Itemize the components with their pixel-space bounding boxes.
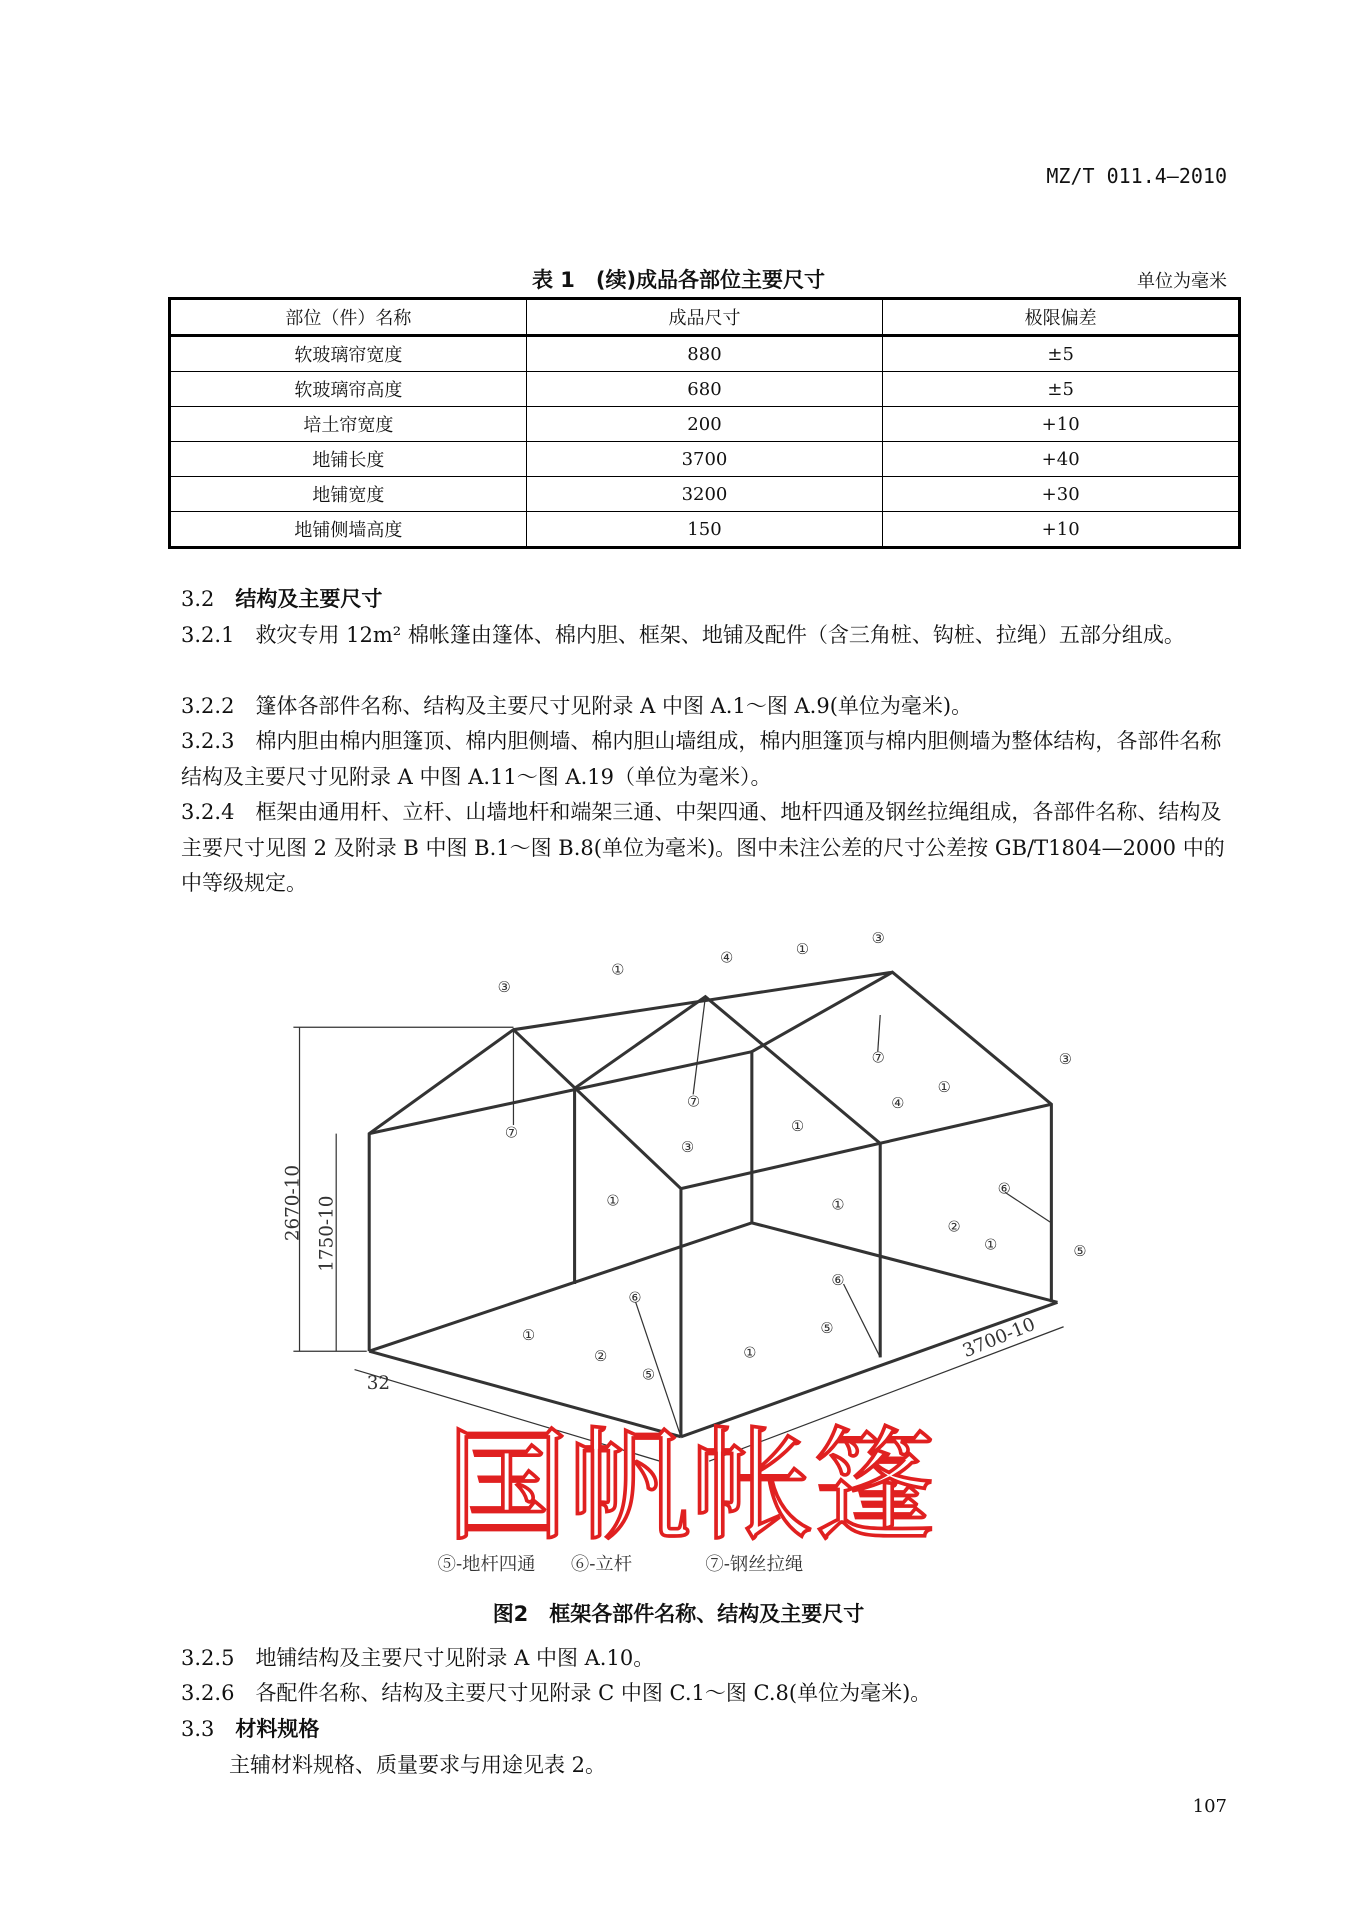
cell: ±5 — [883, 372, 1240, 407]
svg-text:⑤: ⑤ — [641, 1366, 655, 1384]
cell: 880 — [526, 336, 883, 372]
dim-width: 32 — [366, 1373, 391, 1395]
legend-item: ⑦-钢丝拉绳 — [705, 1554, 804, 1576]
svg-text:①: ① — [937, 1079, 951, 1097]
paragraph: 3.2.5 地铺结构及主要尺寸见附录 A 中图 A.10。 — [181, 1646, 655, 1670]
cell: ±5 — [883, 336, 1240, 372]
table-unit: 单位为毫米 — [1137, 271, 1227, 292]
svg-text:①: ① — [606, 1192, 620, 1210]
svg-text:①: ① — [743, 1344, 757, 1362]
cell: 680 — [526, 372, 883, 407]
figure-caption: 图2 框架各部件名称、结构及主要尺寸 — [492, 1602, 865, 1626]
svg-text:②: ② — [594, 1347, 608, 1365]
cell: 150 — [526, 512, 883, 548]
section-heading: 3.3 材料规格 — [181, 1717, 320, 1741]
column-header: 部位（件）名称 — [170, 299, 527, 336]
svg-text:⑤: ⑤ — [820, 1319, 834, 1337]
svg-text:③: ③ — [1058, 1050, 1072, 1068]
column-header: 极限偏差 — [883, 299, 1240, 336]
dim-length: 3700-10 — [959, 1313, 1039, 1362]
svg-text:③: ③ — [497, 978, 511, 996]
svg-text:①: ① — [984, 1236, 998, 1254]
svg-text:④: ④ — [891, 1094, 905, 1112]
column-header: 成品尺寸 — [526, 299, 883, 336]
paragraph: 主辅材料规格、质量要求与用途见表 2。 — [229, 1753, 607, 1777]
svg-text:①: ① — [522, 1327, 536, 1345]
paragraph: 3.2.3 棉内胆由棉内胆篷顶、棉内胆侧墙、棉内胆山墙组成，棉内胆篷顶与棉内胆侧墙为整体结构，各部件名称结构及主要尺寸见附录 A 中图 A.11～图 A.19（单位为毫米）。 — [181, 729, 1222, 789]
dim-wall-height: 1750-10 — [316, 1195, 338, 1272]
paragraph: 3.2.6 各配件名称、结构及主要尺寸见附录 C 中图 C.1～图 C.8(单位为毫米)。 — [181, 1681, 932, 1705]
svg-text:③: ③ — [680, 1138, 695, 1156]
svg-text:①: ① — [795, 940, 810, 958]
svg-text:①: ① — [831, 1196, 845, 1214]
svg-text:②: ② — [947, 1218, 961, 1236]
svg-text:⑦: ⑦ — [871, 1049, 885, 1067]
cell: +30 — [883, 477, 1240, 512]
cell: 地铺侧墙高度 — [170, 512, 527, 548]
page-number: 107 — [1192, 1796, 1227, 1817]
dim-total-height: 2670-10 — [282, 1165, 304, 1242]
svg-text:⑥: ⑥ — [997, 1180, 1011, 1198]
standard-number: MZ/T 011.4—2010 — [1046, 164, 1227, 188]
paragraph: 3.2.4 框架由通用杆、立杆、山墙地杆和端架三通、中架四通、地杆四通及钢丝拉绳组成，各部件名称、结构及主要尺寸见图 2 及附录 B 中图 B.1～图 B.8(单位为毫米)。图中未注公差的尺寸公差按 GB/T1804—2000 中的中等级规定。 — [181, 800, 1225, 895]
svg-text:⑥: ⑥ — [831, 1272, 845, 1290]
svg-text:①: ① — [611, 961, 625, 979]
legend-item: ⑥-立杆 — [570, 1554, 633, 1576]
svg-text:①: ① — [790, 1118, 805, 1136]
cell: 地铺长度 — [170, 442, 527, 477]
svg-text:⑤: ⑤ — [1073, 1242, 1087, 1260]
cell: 软玻璃帘高度 — [170, 372, 527, 407]
legend-item: ⑤-地杆四通 — [437, 1554, 536, 1576]
cell: 软玻璃帘宽度 — [170, 336, 527, 372]
cell: 200 — [526, 407, 883, 442]
cell: +10 — [883, 512, 1240, 548]
cell: 地铺宽度 — [170, 477, 527, 512]
section-heading: 3.2 结构及主要尺寸 — [181, 587, 383, 611]
svg-text:④: ④ — [720, 949, 734, 967]
svg-text:⑥: ⑥ — [628, 1289, 642, 1307]
cell: 培土帘宽度 — [170, 407, 527, 442]
cell: +10 — [883, 407, 1240, 442]
cell: 3200 — [526, 477, 883, 512]
svg-text:③: ③ — [871, 929, 885, 947]
svg-text:⑦: ⑦ — [687, 1093, 701, 1111]
paragraph: 3.2.2 篷体各部件名称、结构及主要尺寸见附录 A 中图 A.1～图 A.9(单位为毫米)。 — [181, 694, 973, 718]
watermark: 国帆帐篷 — [446, 1415, 936, 1558]
cell: 3700 — [526, 442, 883, 477]
paragraph: 3.2.1 救灾专用 12m² 棉帐篷由篷体、棉内胆、框架、地铺及配件（含三角桩、钩桩、拉绳）五部分组成。 — [181, 623, 1185, 647]
svg-text:⑦: ⑦ — [504, 1124, 519, 1142]
cell: +40 — [883, 442, 1240, 477]
table-caption: 表 1 (续)成品各部位主要尺寸 — [531, 268, 826, 292]
